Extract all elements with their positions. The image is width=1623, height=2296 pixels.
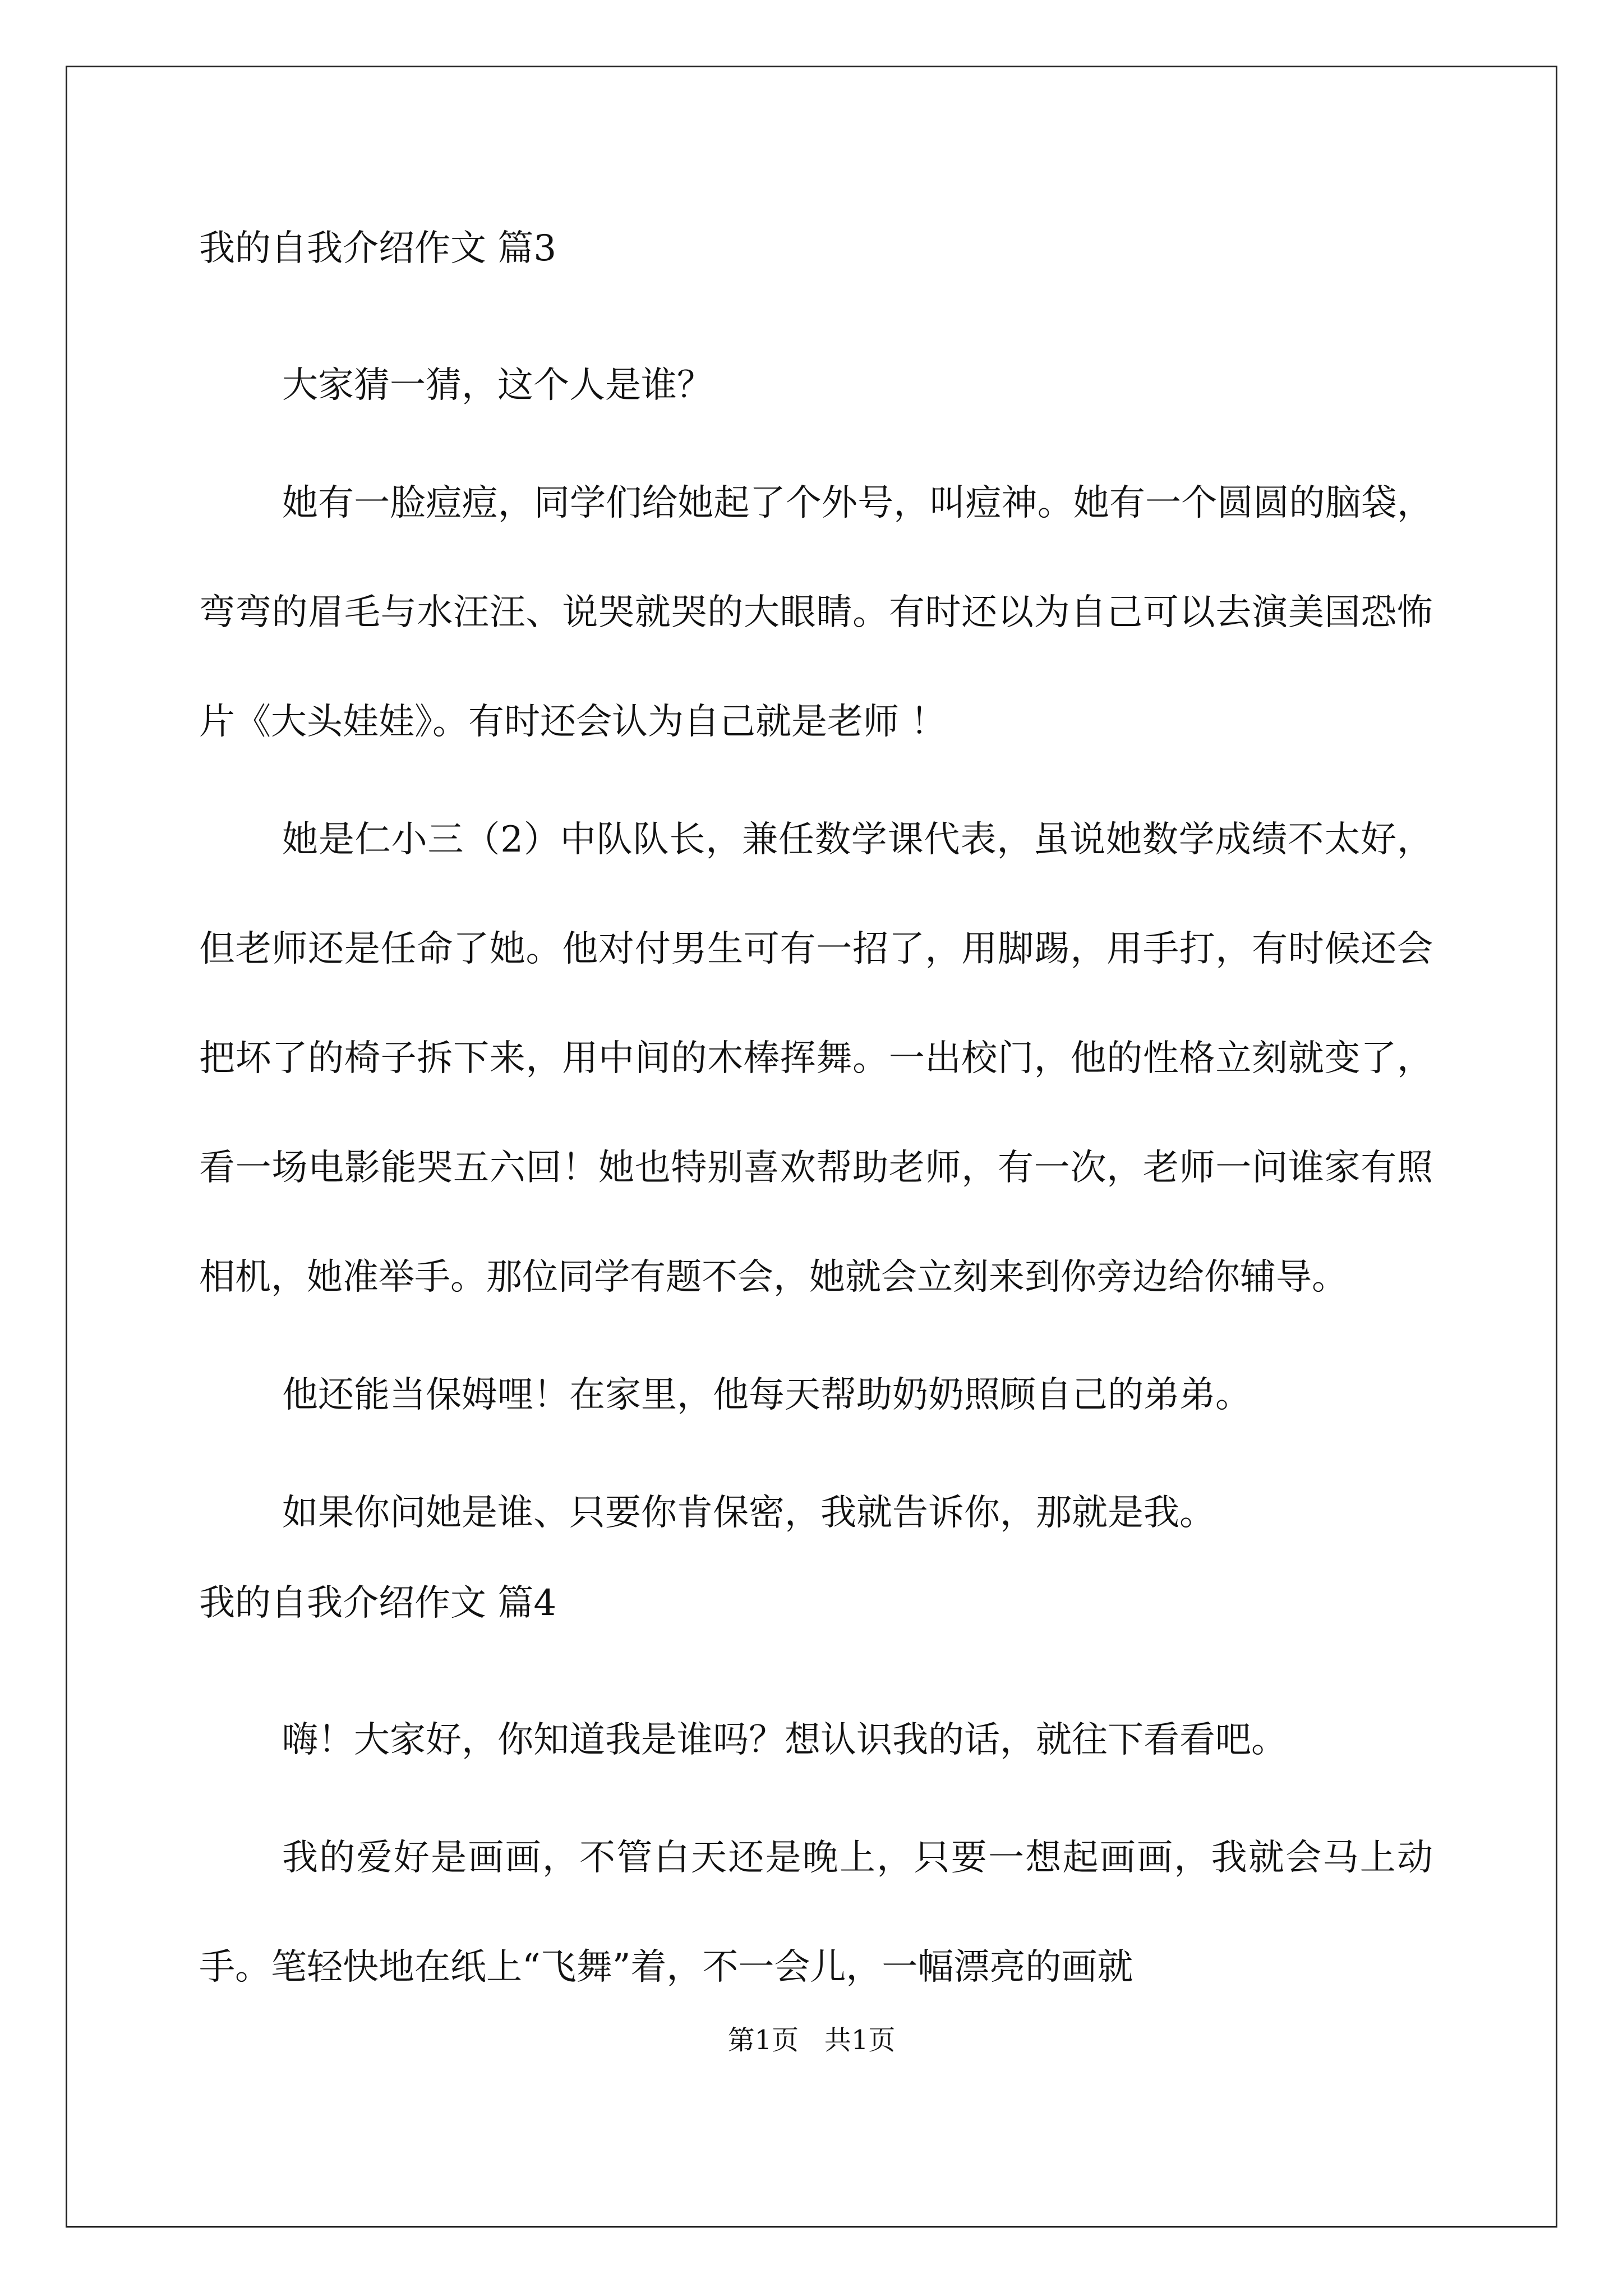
paragraph: 他还能当保姆哩！在家里，他每天帮助奶奶照顾自己的弟弟。: [282, 1374, 1251, 1416]
paragraph: 她有一脸痘痘，同学们给她起了个外号，叫痘神。她有一个圆圆的脑袋，弯弯的眉毛与水汪汪、说哭就哭的大眼睛。有时还以为自己可以去演美国恐怖片《大头娃娃》。有时还会认为自己就是老师 ！: [199, 482, 1433, 743]
section-heading-3: 我的自我介绍作文 篇3: [199, 228, 557, 269]
paragraph: 嗨！大家好，你知道我是谁吗？想认识我的话，就往下看看吧。: [282, 1719, 1287, 1761]
page-footer: 第1页 共1页: [727, 2024, 896, 2056]
document-body: [199, 222, 1433, 2031]
paragraph: 如果你问她是谁、只要你肯保密，我就告诉你，那就是我。: [282, 1492, 1215, 1534]
paragraph: 大家猜一猜，这个人是谁？: [282, 365, 713, 406]
paragraph: 她是仁小三（2）中队队长，兼任数学课代表，虽说她数学成绩不太好，但老师还是任命了她。他对付男生可有一招了，用脚踢，用手打，有时候还会把坏了的椅子拆下来，用中间的木棒挥舞。一出校门，他的性格立刻就变了，看一场电影能哭五六回！她也特别喜欢帮助老师，有一次，老师一问谁家有照相机，她准举手。那位同学有题不会，她就会立刻来到你旁边给你辅导。: [199, 819, 1433, 1298]
section-heading-4: 我的自我介绍作文 篇4: [199, 1582, 557, 1624]
paragraph: 我的爱好是画画，不管白天还是晚上，只要一想起画画，我就会马上动手。笔轻快地在纸上“飞舞”着，不一会儿，一幅漂亮的画就: [199, 1837, 1433, 1988]
